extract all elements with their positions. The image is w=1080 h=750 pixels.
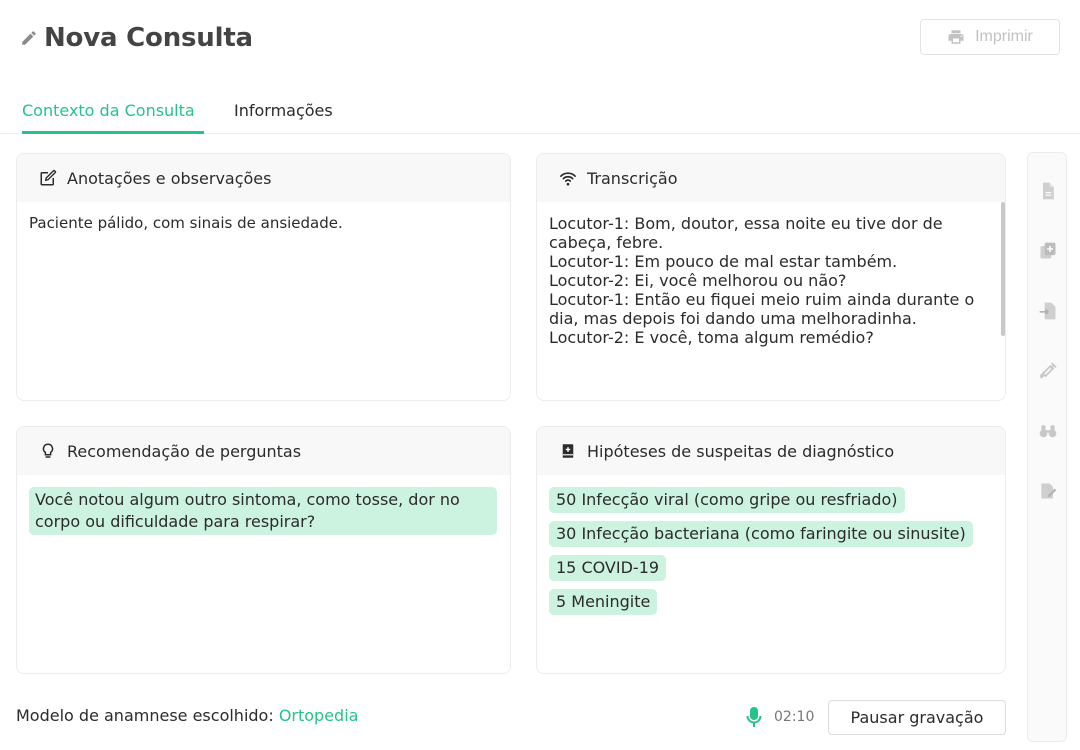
- tab-contexto-da-consulta[interactable]: [22, 86, 204, 134]
- binoculars-icon[interactable]: [1038, 421, 1058, 441]
- page-header: [20, 20, 253, 56]
- hypotheses-card: [536, 426, 1006, 674]
- pause-recording-button[interactable]: [828, 700, 1006, 735]
- transcription-card-title: Transcrição: [587, 168, 678, 188]
- printer-icon: [947, 28, 965, 46]
- pause-recording-label: Pausar gravação: [850, 708, 984, 727]
- syringe-icon[interactable]: [1038, 361, 1058, 381]
- lightbulb-icon: [39, 442, 57, 460]
- notes-card-header: [17, 154, 510, 202]
- notes-card: [16, 153, 511, 401]
- notes-text: Paciente pálido, com sinais de ansiedade.: [29, 214, 343, 232]
- print-button[interactable]: [920, 19, 1060, 55]
- notes-card-title: Anotações e observações: [67, 168, 272, 188]
- transcription-card-header: [537, 154, 1005, 202]
- tools-sidebar: [1027, 152, 1067, 742]
- tab-label: Contexto da Consulta: [22, 100, 195, 120]
- microphone-icon: [746, 706, 762, 728]
- recommendations-card: [16, 426, 511, 674]
- print-button-label: Imprimir: [975, 28, 1033, 45]
- transcription-line: Locutor-1: Em pouco de mal estar também.: [549, 252, 898, 271]
- recording-timer: 02:10: [774, 709, 815, 725]
- wifi-icon: [559, 169, 577, 187]
- edit-note-icon: [39, 169, 57, 187]
- hypotheses-card-header: [537, 427, 1005, 475]
- anamnesis-model-info: [16, 706, 358, 725]
- recommendations-list: [17, 475, 510, 547]
- transcription-line: Locutor-2: Ei, você melhorou ou não?: [549, 271, 847, 290]
- pencil-icon[interactable]: [20, 29, 38, 47]
- recommendations-card-title: Recomendação de perguntas: [67, 441, 302, 461]
- hypothesis-item[interactable]: 15 COVID-19: [549, 555, 666, 581]
- hypothesis-item[interactable]: 50 Infecção viral (como gripe ou resfriado): [549, 487, 905, 513]
- tab-label: Informações: [234, 100, 333, 120]
- import-file-icon[interactable]: [1038, 301, 1058, 321]
- transcription-line: Locutor-1: Então eu fiquei meio ruim ainda durante o dia, mas depois foi dando uma melhoradinha.: [549, 290, 975, 328]
- recommendations-card-header: [17, 427, 510, 475]
- transcription-scrollbar[interactable]: [1001, 202, 1005, 336]
- transcription-line: Locutor-1: Bom, doutor, essa noite eu tive dor de cabeça, febre.: [549, 214, 943, 252]
- anamnesis-model-link[interactable]: Ortopedia: [278, 706, 359, 725]
- hypothesis-item[interactable]: 30 Infecção bacteriana (como faringite ou sinusite): [549, 521, 973, 547]
- hypotheses-list: [537, 475, 1005, 627]
- page-title: Nova Consulta: [44, 23, 253, 53]
- document-icon[interactable]: [1038, 181, 1058, 201]
- notes-text-area[interactable]: [17, 202, 510, 246]
- anamnesis-model-label: Modelo de anamnese escolhido:: [16, 706, 274, 725]
- hypothesis-item[interactable]: 5 Meningite: [549, 589, 657, 615]
- prescription-icon[interactable]: [1038, 481, 1058, 501]
- transcription-text[interactable]: [537, 202, 1005, 400]
- tab-bar: [0, 86, 1080, 134]
- transcription-line: Locutor-2: E você, toma algum remédio?: [549, 328, 874, 347]
- medical-book-icon: [559, 442, 577, 460]
- add-copy-icon[interactable]: [1038, 241, 1058, 261]
- transcription-card: [536, 153, 1006, 401]
- hypotheses-card-title: Hipóteses de suspeitas de diagnóstico: [587, 441, 895, 461]
- recommended-question[interactable]: Você notou algum outro sintoma, como tosse, dor no corpo ou dificuldade para respirar?: [29, 487, 497, 535]
- tab-informacoes[interactable]: [234, 86, 333, 134]
